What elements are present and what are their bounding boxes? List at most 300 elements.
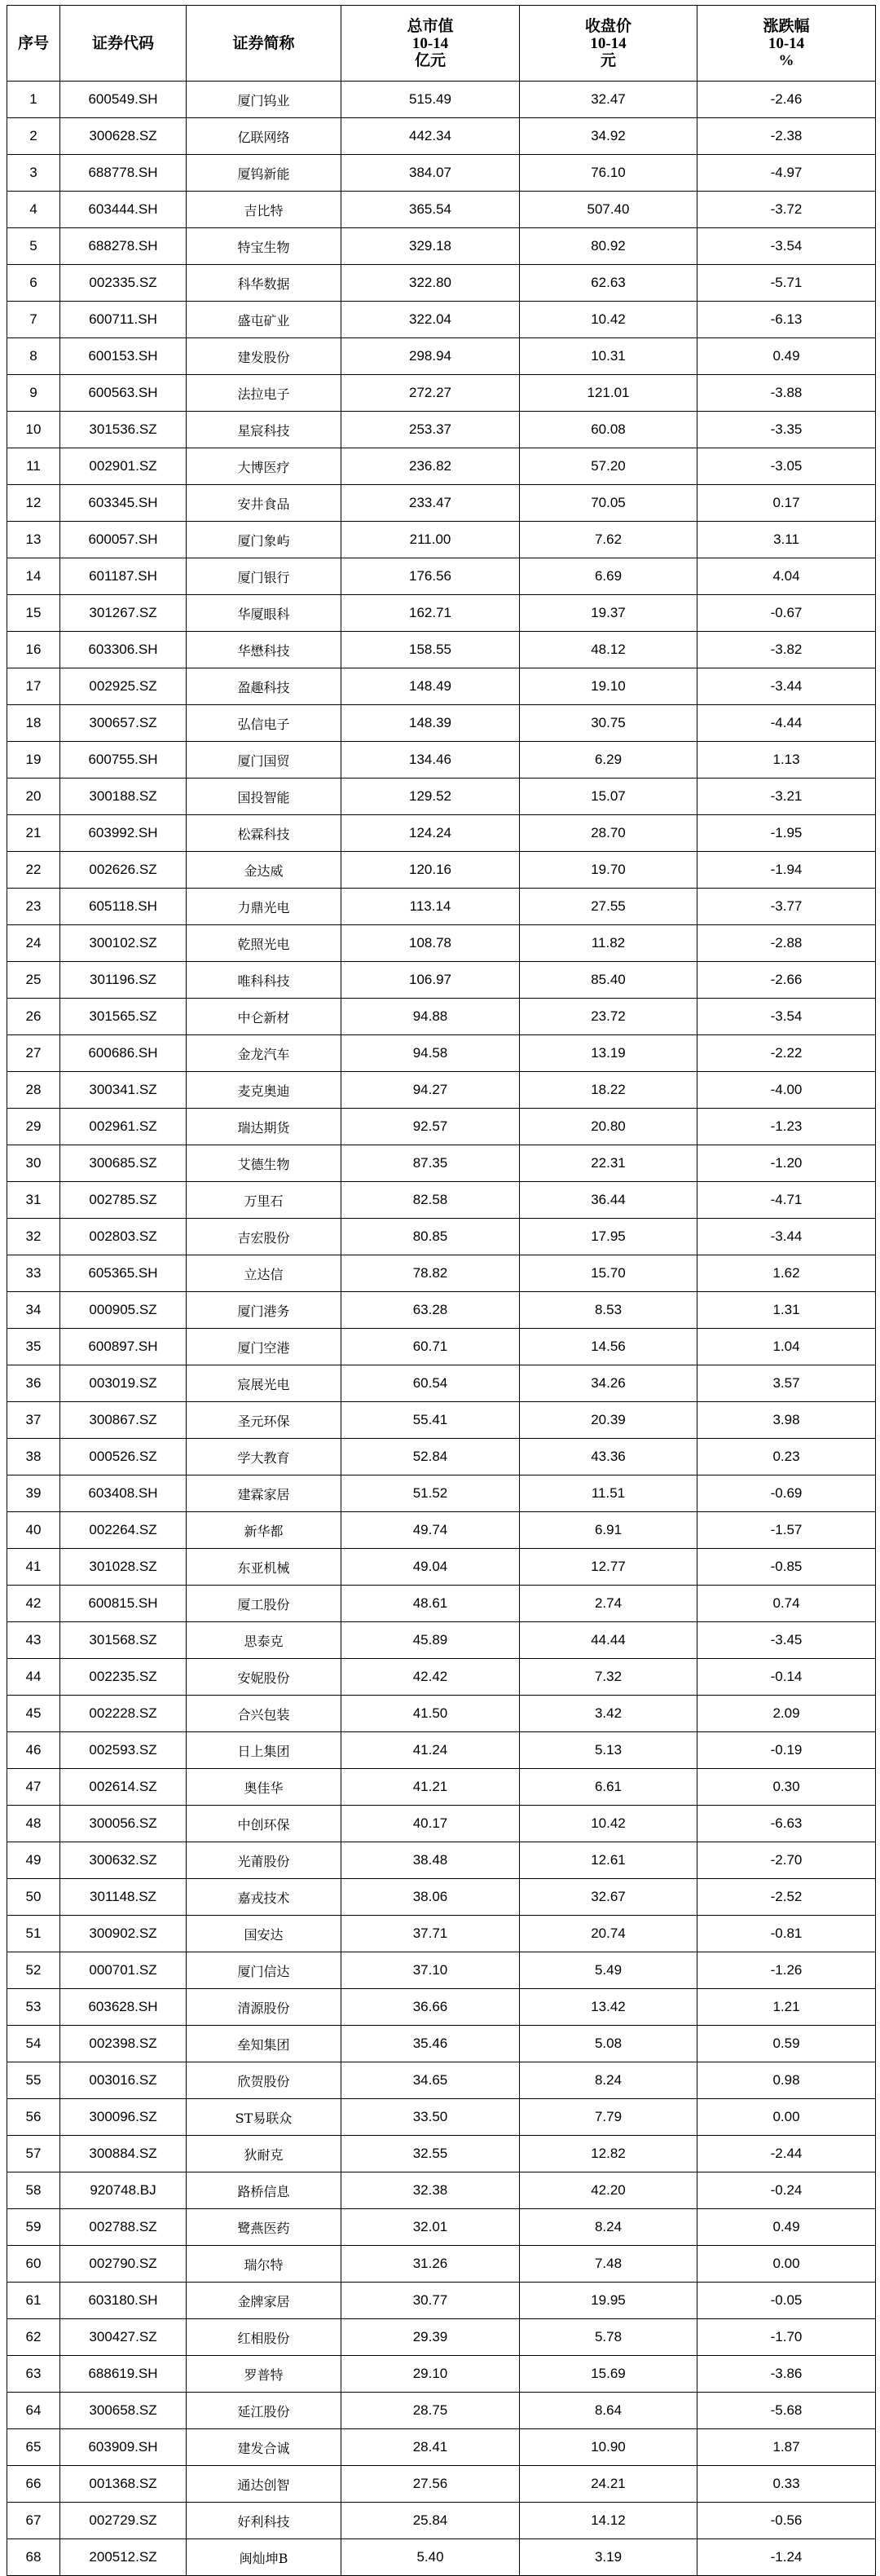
cell-code: 600686.SH <box>60 1035 187 1072</box>
cell-index: 1 <box>7 82 60 118</box>
cell-market-cap: 52.84 <box>341 1439 520 1475</box>
cell-code: 000701.SZ <box>60 1952 187 1989</box>
cell-close-price: 8.24 <box>520 2062 697 2099</box>
table-row <box>7 1439 876 1475</box>
cell-change-pct: 0.49 <box>697 2209 876 2246</box>
cell-market-cap: 442.34 <box>341 118 520 155</box>
cell-change-pct: -0.67 <box>697 595 876 632</box>
cell-name: 瑞达期货 <box>187 1109 341 1145</box>
cell-change-pct: 0.74 <box>697 1586 876 1622</box>
table-row <box>7 2429 876 2466</box>
table-row <box>7 925 876 962</box>
cell-name: 吉宏股份 <box>187 1219 341 1255</box>
cell-code: 600755.SH <box>60 742 187 779</box>
cell-code: 603345.SH <box>60 485 187 522</box>
cell-index: 38 <box>7 1439 60 1475</box>
cell-market-cap: 82.58 <box>341 1182 520 1219</box>
cell-change-pct: -2.44 <box>697 2136 876 2172</box>
cell-close-price: 2.74 <box>520 1586 697 1622</box>
cell-change-pct: -3.44 <box>697 668 876 705</box>
header-code <box>60 6 187 82</box>
cell-market-cap: 60.54 <box>341 1365 520 1402</box>
cell-name: 中仑新材 <box>187 999 341 1035</box>
header-line: 序号 <box>17 34 49 52</box>
table-row <box>7 412 876 448</box>
cell-change-pct: 0.49 <box>697 338 876 375</box>
cell-change-pct: -0.24 <box>697 2172 876 2209</box>
cell-code: 200512.SZ <box>60 2539 187 2576</box>
cell-close-price: 12.61 <box>520 1842 697 1879</box>
table-row <box>7 2026 876 2062</box>
cell-name: 厦门空港 <box>187 1329 341 1365</box>
table-row <box>7 2209 876 2246</box>
cell-name: 盈趣科技 <box>187 668 341 705</box>
cell-code: 300427.SZ <box>60 2319 187 2356</box>
cell-index: 7 <box>7 302 60 338</box>
cell-name: 延江股份 <box>187 2393 341 2429</box>
cell-change-pct: -2.46 <box>697 82 876 118</box>
table-row <box>7 1365 876 1402</box>
cell-close-price: 7.62 <box>520 522 697 558</box>
cell-close-price: 3.42 <box>520 1696 697 1732</box>
cell-market-cap: 27.56 <box>341 2466 520 2503</box>
cell-code: 001368.SZ <box>60 2466 187 2503</box>
cell-index: 55 <box>7 2062 60 2099</box>
cell-market-cap: 35.46 <box>341 2026 520 2062</box>
cell-market-cap: 31.26 <box>341 2246 520 2283</box>
cell-code: 300102.SZ <box>60 925 187 962</box>
cell-index: 50 <box>7 1879 60 1916</box>
cell-code: 000905.SZ <box>60 1292 187 1329</box>
table-row <box>7 302 876 338</box>
cell-name: 狄耐克 <box>187 2136 341 2172</box>
cell-close-price: 7.48 <box>520 2246 697 2283</box>
cell-code: 300658.SZ <box>60 2393 187 2429</box>
cell-change-pct: -1.20 <box>697 1145 876 1182</box>
cell-name: 唯科科技 <box>187 962 341 999</box>
cell-name: 厦工股份 <box>187 1586 341 1622</box>
cell-name: 厦钨新能 <box>187 155 341 192</box>
cell-index: 54 <box>7 2026 60 2062</box>
cell-market-cap: 41.24 <box>341 1732 520 1769</box>
table-row <box>7 1035 876 1072</box>
cell-name: 红相股份 <box>187 2319 341 2356</box>
cell-market-cap: 32.55 <box>341 2136 520 2172</box>
cell-name: 通达创智 <box>187 2466 341 2503</box>
cell-change-pct: -3.54 <box>697 999 876 1035</box>
table-row <box>7 1109 876 1145</box>
table-row <box>7 742 876 779</box>
cell-name: 垒知集团 <box>187 2026 341 2062</box>
cell-close-price: 17.95 <box>520 1219 697 1255</box>
cell-index: 2 <box>7 118 60 155</box>
cell-code: 600563.SH <box>60 375 187 412</box>
cell-change-pct: -3.82 <box>697 632 876 668</box>
cell-code: 002788.SZ <box>60 2209 187 2246</box>
cell-name: 亿联网络 <box>187 118 341 155</box>
table-row <box>7 1842 876 1879</box>
cell-change-pct: -4.97 <box>697 155 876 192</box>
cell-code: 301028.SZ <box>60 1549 187 1586</box>
table-row <box>7 2172 876 2209</box>
cell-change-pct: -0.69 <box>697 1475 876 1512</box>
cell-code: 300096.SZ <box>60 2099 187 2136</box>
table-row <box>7 82 876 118</box>
cell-close-price: 14.56 <box>520 1329 697 1365</box>
cell-change-pct: -5.68 <box>697 2393 876 2429</box>
cell-name: 厦门港务 <box>187 1292 341 1329</box>
cell-change-pct: -2.88 <box>697 925 876 962</box>
cell-change-pct: -1.24 <box>697 2539 876 2576</box>
cell-code: 002228.SZ <box>60 1696 187 1732</box>
cell-code: 301565.SZ <box>60 999 187 1035</box>
cell-index: 60 <box>7 2246 60 2283</box>
table-row <box>7 852 876 889</box>
cell-code: 300632.SZ <box>60 1842 187 1879</box>
cell-name: 宸展光电 <box>187 1365 341 1402</box>
cell-close-price: 28.70 <box>520 815 697 852</box>
cell-code: 688278.SH <box>60 228 187 265</box>
cell-index: 19 <box>7 742 60 779</box>
table-row <box>7 1219 876 1255</box>
cell-close-price: 85.40 <box>520 962 697 999</box>
cell-index: 21 <box>7 815 60 852</box>
cell-close-price: 12.82 <box>520 2136 697 2172</box>
cell-market-cap: 211.00 <box>341 522 520 558</box>
cell-index: 45 <box>7 1696 60 1732</box>
cell-code: 003016.SZ <box>60 2062 187 2099</box>
table-row <box>7 1732 876 1769</box>
cell-close-price: 32.67 <box>520 1879 697 1916</box>
cell-name: 光莆股份 <box>187 1842 341 1879</box>
cell-index: 30 <box>7 1145 60 1182</box>
cell-change-pct: -3.35 <box>697 412 876 448</box>
cell-market-cap: 32.01 <box>341 2209 520 2246</box>
header-line: 亿元 <box>414 51 446 69</box>
cell-name: 国安达 <box>187 1916 341 1952</box>
table-row <box>7 632 876 668</box>
table-row <box>7 1255 876 1292</box>
cell-name: 新华都 <box>187 1512 341 1549</box>
cell-code: 002961.SZ <box>60 1109 187 1145</box>
cell-close-price: 36.44 <box>520 1182 697 1219</box>
cell-change-pct: -1.26 <box>697 1952 876 1989</box>
cell-close-price: 10.42 <box>520 1806 697 1842</box>
table-row <box>7 2283 876 2319</box>
cell-code: 002335.SZ <box>60 265 187 302</box>
cell-close-price: 70.05 <box>520 485 697 522</box>
cell-market-cap: 41.21 <box>341 1769 520 1806</box>
cell-market-cap: 253.37 <box>341 412 520 448</box>
cell-market-cap: 38.06 <box>341 1879 520 1916</box>
table-row <box>7 595 876 632</box>
cell-index: 31 <box>7 1182 60 1219</box>
cell-code: 600711.SH <box>60 302 187 338</box>
cell-change-pct: -3.44 <box>697 1219 876 1255</box>
cell-market-cap: 38.48 <box>341 1842 520 1879</box>
cell-close-price: 80.92 <box>520 228 697 265</box>
cell-market-cap: 322.04 <box>341 302 520 338</box>
cell-market-cap: 384.07 <box>341 155 520 192</box>
cell-market-cap: 34.65 <box>341 2062 520 2099</box>
cell-code: 002614.SZ <box>60 1769 187 1806</box>
cell-market-cap: 233.47 <box>341 485 520 522</box>
cell-market-cap: 5.40 <box>341 2539 520 2576</box>
cell-code: 300685.SZ <box>60 1145 187 1182</box>
cell-close-price: 5.08 <box>520 2026 697 2062</box>
cell-name: 科华数据 <box>187 265 341 302</box>
table-row <box>7 1879 876 1916</box>
cell-market-cap: 60.71 <box>341 1329 520 1365</box>
cell-name: 合兴包装 <box>187 1696 341 1732</box>
stock-table <box>7 5 876 2576</box>
cell-index: 3 <box>7 155 60 192</box>
cell-change-pct: 3.57 <box>697 1365 876 1402</box>
cell-change-pct: -3.05 <box>697 448 876 485</box>
cell-name: 特宝生物 <box>187 228 341 265</box>
cell-name: 路桥信息 <box>187 2172 341 2209</box>
cell-code: 002398.SZ <box>60 2026 187 2062</box>
cell-index: 5 <box>7 228 60 265</box>
cell-code: 601187.SH <box>60 558 187 595</box>
cell-index: 61 <box>7 2283 60 2319</box>
cell-close-price: 5.49 <box>520 1952 697 1989</box>
cell-index: 33 <box>7 1255 60 1292</box>
cell-code: 600153.SH <box>60 338 187 375</box>
cell-index: 40 <box>7 1512 60 1549</box>
cell-change-pct: -2.22 <box>697 1035 876 1072</box>
cell-close-price: 11.82 <box>520 925 697 962</box>
cell-change-pct: -1.23 <box>697 1109 876 1145</box>
cell-code: 300884.SZ <box>60 2136 187 2172</box>
cell-index: 63 <box>7 2356 60 2393</box>
cell-name: 瑞尔特 <box>187 2246 341 2283</box>
table-row <box>7 2356 876 2393</box>
cell-close-price: 6.29 <box>520 742 697 779</box>
cell-index: 53 <box>7 1989 60 2026</box>
cell-name: 圣元环保 <box>187 1402 341 1439</box>
table-row <box>7 2246 876 2283</box>
table-row <box>7 1292 876 1329</box>
cell-name: 建发股份 <box>187 338 341 375</box>
cell-close-price: 57.20 <box>520 448 697 485</box>
cell-name: 盛屯矿业 <box>187 302 341 338</box>
header-line: 证券代码 <box>91 34 154 52</box>
table-row <box>7 999 876 1035</box>
table-row <box>7 1952 876 1989</box>
cell-code: 603444.SH <box>60 192 187 228</box>
cell-index: 44 <box>7 1659 60 1696</box>
header-line: % <box>778 51 794 69</box>
cell-name: 大博医疗 <box>187 448 341 485</box>
cell-name: 东亚机械 <box>187 1549 341 1586</box>
cell-name: 厦门钨业 <box>187 82 341 118</box>
cell-market-cap: 80.85 <box>341 1219 520 1255</box>
cell-index: 15 <box>7 595 60 632</box>
cell-change-pct: 1.62 <box>697 1255 876 1292</box>
cell-market-cap: 29.39 <box>341 2319 520 2356</box>
cell-change-pct: 0.98 <box>697 2062 876 2099</box>
cell-code: 301196.SZ <box>60 962 187 999</box>
cell-change-pct: -0.14 <box>697 1659 876 1696</box>
cell-change-pct: -0.19 <box>697 1732 876 1769</box>
table-row <box>7 1475 876 1512</box>
cell-close-price: 62.63 <box>520 265 697 302</box>
table-row <box>7 2136 876 2172</box>
cell-change-pct: 1.04 <box>697 1329 876 1365</box>
cell-index: 65 <box>7 2429 60 2466</box>
cell-change-pct: -0.85 <box>697 1549 876 1586</box>
table-row <box>7 2099 876 2136</box>
cell-index: 36 <box>7 1365 60 1402</box>
cell-index: 17 <box>7 668 60 705</box>
cell-name: 星宸科技 <box>187 412 341 448</box>
cell-code: 002593.SZ <box>60 1732 187 1769</box>
cell-code: 301536.SZ <box>60 412 187 448</box>
cell-change-pct: -2.52 <box>697 1879 876 1916</box>
cell-change-pct: -2.66 <box>697 962 876 999</box>
cell-close-price: 34.92 <box>520 118 697 155</box>
cell-name: 学大教育 <box>187 1439 341 1475</box>
cell-name: 安井食品 <box>187 485 341 522</box>
table-row <box>7 228 876 265</box>
table-row <box>7 1622 876 1659</box>
header-line: 10-14 <box>411 34 449 52</box>
table-row <box>7 448 876 485</box>
cell-index: 48 <box>7 1806 60 1842</box>
cell-close-price: 19.37 <box>520 595 697 632</box>
cell-name: 法拉电子 <box>187 375 341 412</box>
cell-change-pct: -1.70 <box>697 2319 876 2356</box>
cell-change-pct: 1.31 <box>697 1292 876 1329</box>
table-row <box>7 1549 876 1586</box>
cell-change-pct: 1.21 <box>697 1989 876 2026</box>
cell-change-pct: 3.98 <box>697 1402 876 1439</box>
cell-name: 艾德生物 <box>187 1145 341 1182</box>
cell-market-cap: 29.10 <box>341 2356 520 2393</box>
cell-index: 28 <box>7 1072 60 1109</box>
table-row <box>7 2466 876 2503</box>
table-row <box>7 1512 876 1549</box>
cell-code: 002626.SZ <box>60 852 187 889</box>
cell-close-price: 19.10 <box>520 668 697 705</box>
cell-name: 松霖科技 <box>187 815 341 852</box>
cell-code: 605365.SH <box>60 1255 187 1292</box>
cell-close-price: 19.95 <box>520 2283 697 2319</box>
cell-index: 46 <box>7 1732 60 1769</box>
cell-market-cap: 162.71 <box>341 595 520 632</box>
cell-market-cap: 48.61 <box>341 1586 520 1622</box>
cell-market-cap: 49.04 <box>341 1549 520 1586</box>
cell-market-cap: 108.78 <box>341 925 520 962</box>
cell-close-price: 20.39 <box>520 1402 697 1439</box>
cell-market-cap: 32.38 <box>341 2172 520 2209</box>
cell-code: 603306.SH <box>60 632 187 668</box>
cell-market-cap: 28.41 <box>341 2429 520 2466</box>
table-row <box>7 705 876 742</box>
cell-name: 弘信电子 <box>187 705 341 742</box>
cell-code: 300056.SZ <box>60 1806 187 1842</box>
cell-market-cap: 129.52 <box>341 779 520 815</box>
cell-close-price: 76.10 <box>520 155 697 192</box>
cell-name: 金龙汽车 <box>187 1035 341 1072</box>
cell-market-cap: 272.27 <box>341 375 520 412</box>
cell-market-cap: 36.66 <box>341 1989 520 2026</box>
cell-market-cap: 94.88 <box>341 999 520 1035</box>
cell-code: 688619.SH <box>60 2356 187 2393</box>
cell-close-price: 8.64 <box>520 2393 697 2429</box>
cell-close-price: 6.91 <box>520 1512 697 1549</box>
cell-name: 华懋科技 <box>187 632 341 668</box>
cell-name: 欣贺股份 <box>187 2062 341 2099</box>
cell-index: 24 <box>7 925 60 962</box>
cell-index: 58 <box>7 2172 60 2209</box>
cell-change-pct: -3.86 <box>697 2356 876 2393</box>
cell-index: 34 <box>7 1292 60 1329</box>
cell-code: 603992.SH <box>60 815 187 852</box>
cell-market-cap: 55.41 <box>341 1402 520 1439</box>
header-line: 证券简称 <box>232 34 295 52</box>
cell-close-price: 22.31 <box>520 1145 697 1182</box>
cell-index: 35 <box>7 1329 60 1365</box>
cell-change-pct: -2.70 <box>697 1842 876 1879</box>
cell-close-price: 10.90 <box>520 2429 697 2466</box>
header-line: 总市值 <box>407 17 454 35</box>
cell-change-pct: -0.56 <box>697 2503 876 2539</box>
cell-index: 29 <box>7 1109 60 1145</box>
cell-market-cap: 51.52 <box>341 1475 520 1512</box>
cell-market-cap: 87.35 <box>341 1145 520 1182</box>
table-row <box>7 2539 876 2576</box>
cell-code: 301267.SZ <box>60 595 187 632</box>
cell-index: 41 <box>7 1549 60 1586</box>
header-line: 涨跌幅 <box>763 17 810 35</box>
header-change-pct <box>697 6 876 82</box>
cell-name: 思泰克 <box>187 1622 341 1659</box>
header-index <box>7 6 60 82</box>
cell-code: 002264.SZ <box>60 1512 187 1549</box>
cell-close-price: 23.72 <box>520 999 697 1035</box>
cell-change-pct: -3.88 <box>697 375 876 412</box>
cell-index: 57 <box>7 2136 60 2172</box>
table-row <box>7 2393 876 2429</box>
table-row <box>7 1989 876 2026</box>
table-row <box>7 1402 876 1439</box>
table-row <box>7 265 876 302</box>
cell-index: 26 <box>7 999 60 1035</box>
cell-change-pct: 0.33 <box>697 2466 876 2503</box>
cell-index: 18 <box>7 705 60 742</box>
cell-market-cap: 124.24 <box>341 815 520 852</box>
cell-market-cap: 30.77 <box>341 2283 520 2319</box>
cell-change-pct: -1.57 <box>697 1512 876 1549</box>
cell-change-pct: 2.09 <box>697 1696 876 1732</box>
cell-close-price: 27.55 <box>520 889 697 925</box>
table-row <box>7 962 876 999</box>
cell-index: 25 <box>7 962 60 999</box>
cell-market-cap: 148.49 <box>341 668 520 705</box>
cell-index: 64 <box>7 2393 60 2429</box>
table-row <box>7 1182 876 1219</box>
cell-market-cap: 106.97 <box>341 962 520 999</box>
cell-index: 23 <box>7 889 60 925</box>
cell-index: 9 <box>7 375 60 412</box>
cell-close-price: 10.31 <box>520 338 697 375</box>
cell-index: 39 <box>7 1475 60 1512</box>
cell-name: 建霖家居 <box>187 1475 341 1512</box>
cell-index: 67 <box>7 2503 60 2539</box>
header-row <box>7 6 876 82</box>
